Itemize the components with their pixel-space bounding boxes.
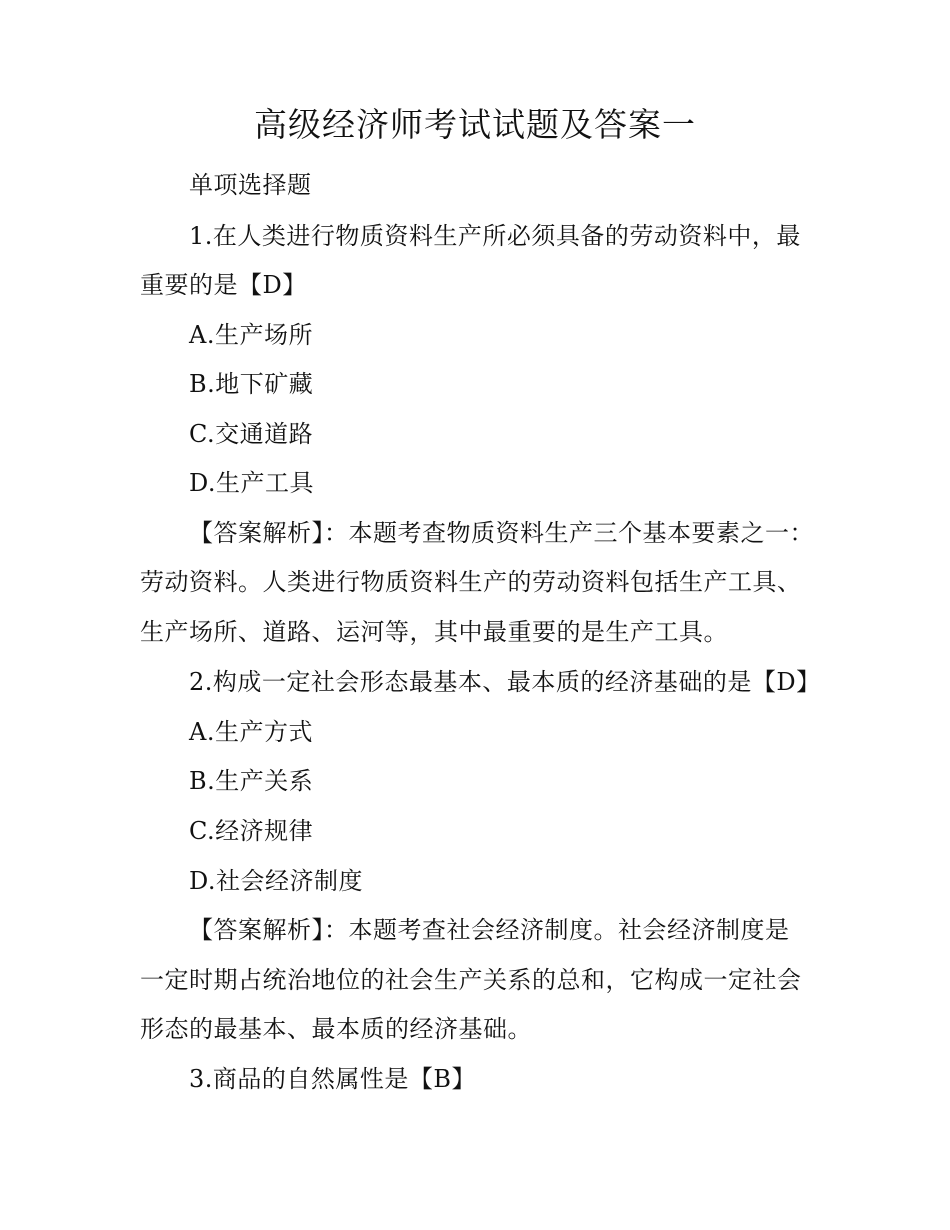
- document-title: 高级经济师考试试题及答案一: [254, 105, 696, 144]
- section-heading: 单项选择题: [189, 171, 312, 199]
- question-1-analysis-line1: 【答案解析】：本题考查物质资料生产三个基本要素之一：: [189, 519, 814, 547]
- question-1-option-d: D.生产工具: [189, 469, 315, 497]
- question-2-stem-line1: 2.构成一定社会形态最基本、最本质的经济基础的是【D】: [189, 668, 821, 696]
- question-1-analysis-line3: 生产场所、道路、运河等，其中最重要的是生产工具。: [140, 618, 728, 646]
- question-2-option-d: D.社会经济制度: [189, 867, 364, 895]
- question-2-option-b: B.生产关系: [189, 767, 314, 795]
- question-2-analysis-line1: 【答案解析】：本题考查社会经济制度。社会经济制度是: [189, 916, 790, 944]
- question-1-option-a: A.生产场所: [189, 321, 313, 349]
- question-1-stem-line2: 重要的是【D】: [140, 271, 307, 299]
- question-2-analysis-line2: 一定时期占统治地位的社会生产关系的总和，它构成一定社会: [140, 966, 802, 994]
- question-1-option-b: B.地下矿藏: [189, 370, 314, 398]
- question-1-stem-line1: 1.在人类进行物质资料生产所必须具备的劳动资料中，最: [189, 222, 801, 250]
- question-2-option-c: C.经济规律: [189, 817, 314, 845]
- question-1-analysis-line2: 劳动资料。人类进行物质资料生产的劳动资料包括生产工具、: [140, 568, 802, 596]
- question-2-analysis-line3: 形态的最基本、最本质的经济基础。: [140, 1015, 532, 1043]
- question-3-stem-line1: 3.商品的自然属性是【B】: [189, 1065, 477, 1093]
- question-1-option-c: C.交通道路: [189, 420, 314, 448]
- question-2-option-a: A.生产方式: [189, 718, 313, 746]
